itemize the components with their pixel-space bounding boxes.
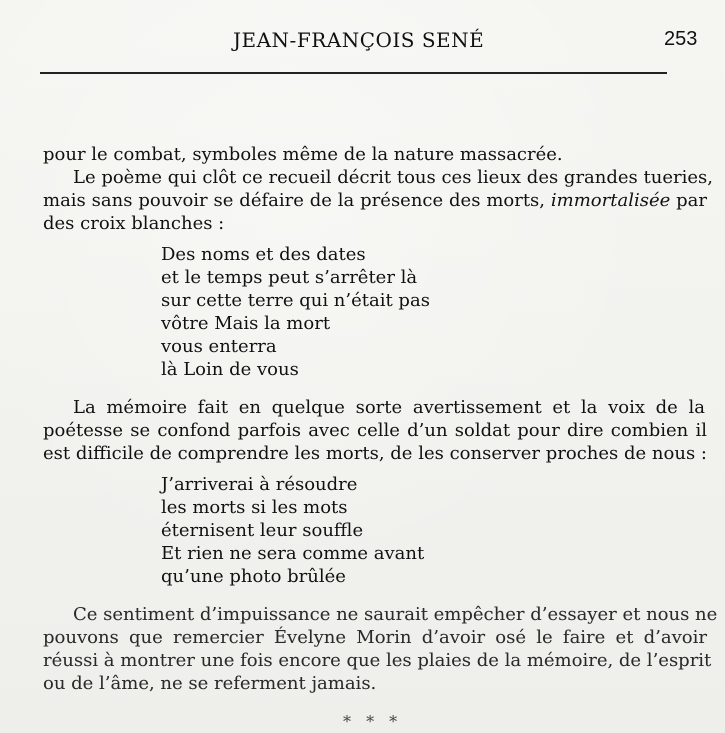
poem-2-line-3: éternisent leur souffle [161, 520, 364, 541]
poem-1-line-1: Des noms et des dates [161, 244, 366, 265]
paragraph-3-line-1: La mémoire fait en quelque sorte avertissement et la voix de la [73, 397, 705, 418]
poem-1-line-5: vous enterra [161, 336, 277, 357]
poem-1-line-3: sur cette terre qui n’était pas [161, 290, 430, 311]
poem-1-line-2: et le temps peut s’arrêter là [161, 267, 418, 288]
paragraph-4-line-1: Ce sentiment d’impuissance ne saurait empêcher d’essayer et nous ne [73, 604, 718, 625]
poem-2-line-1: J’arriverai à résoudre [161, 474, 358, 495]
paragraph-3-line-3: est difficile de comprendre les morts, de les conserver proches de nous : [43, 443, 707, 464]
paragraph-3-line-2: poétesse se confond parfois avec celle d’un soldat pour dire combien il [43, 420, 707, 441]
paragraph-4-line-4: ou de l’âme, ne se referment jamais. [43, 673, 377, 694]
paragraph-2-emphasis: immortalisée [550, 190, 671, 211]
running-header-title: JEAN-FRANÇOIS SENÉ [233, 28, 485, 52]
paragraph-2-line-2-after-emphasis: par [670, 190, 707, 211]
paragraph-2-line-1: Le poème qui clôt ce recueil décrit tous ces lieux des grandes tueries, [73, 167, 713, 188]
paragraph-2-line-2-before-emphasis: mais sans pouvoir se défaire de la présence des morts, [43, 190, 551, 211]
poem-2-line-4: Et rien ne sera comme avant [161, 543, 425, 564]
poem-1-line-6: là Loin de vous [161, 359, 299, 380]
poem-1-line-4: vôtre Mais la mort [161, 313, 331, 334]
paragraph-4-line-3: réussi à montrer une fois encore que les plaies de la mémoire, de l’esprit [43, 650, 712, 671]
paragraph-2-line-2 [43, 192, 707, 210]
header-rule [40, 72, 667, 74]
paragraph-4-line-2: pouvons que remercier Évelyne Morin d’avoir osé le faire et d’avoir [43, 627, 707, 648]
paragraph-1-line-1: pour le combat, symboles même de la nature massacrée. [43, 144, 563, 165]
poem-2-line-2: les morts si les mots [161, 497, 348, 518]
poem-2-line-5: qu’une photo brûlée [161, 566, 346, 587]
section-separator: * * * [343, 712, 403, 731]
page-number: 253 [664, 28, 698, 50]
paragraph-2-line-3: des croix blanches : [43, 213, 225, 234]
